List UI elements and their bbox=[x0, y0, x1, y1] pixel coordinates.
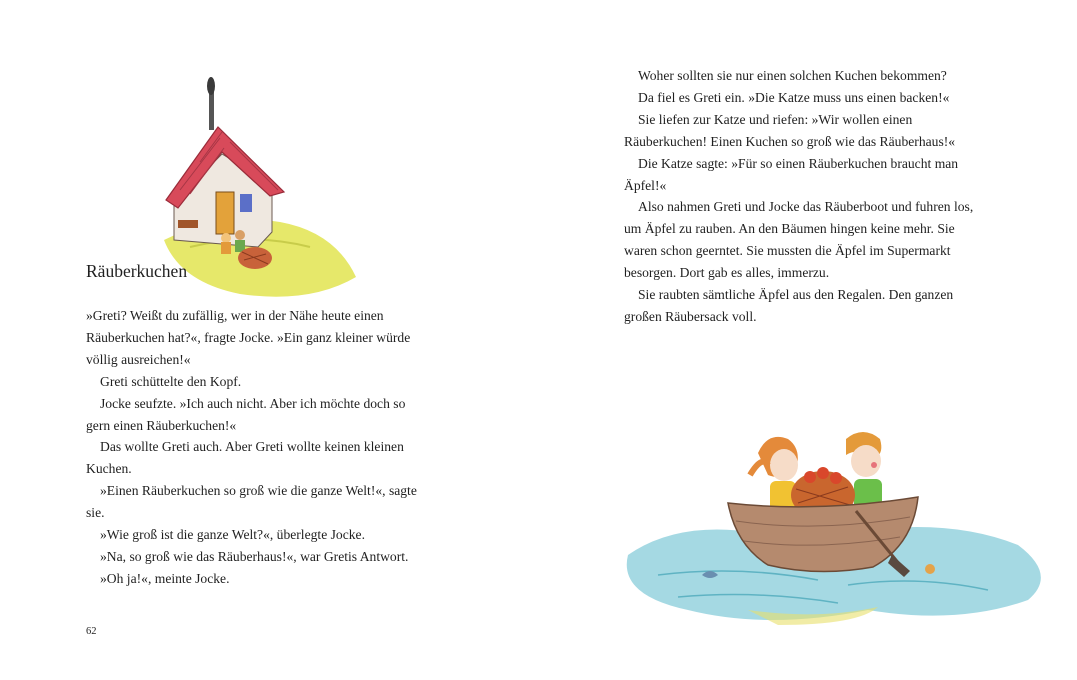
right-page bbox=[538, 0, 1077, 680]
paragraph: »Na, so groß wie das Räuberhaus!«, war Gretis Antwort. bbox=[100, 548, 409, 564]
chapter-title: Räuberkuchen bbox=[86, 261, 188, 281]
paragraph: Jocke seufzte. »Ich auch nicht. Aber ich möchte doch so gern einen Räuberkuchen!« bbox=[86, 395, 406, 433]
paragraph: Die Katze sagte: »Für so einen Räuberkuchen braucht man Äpfel!« bbox=[624, 155, 959, 193]
paragraph: »Einen Räuberkuchen so groß wie die ganze Welt!«, sagte sie. bbox=[86, 483, 417, 521]
paragraph: Sie raubten sämtliche Äpfel aus den Regalen. Den ganzen großen Räubersack voll. bbox=[624, 287, 954, 324]
paragraph: Greti schüttelte den Kopf. bbox=[100, 373, 242, 389]
paragraph: Also nahmen Greti und Jocke das Räuberboot und fuhren los, um Äpfel zu rauben. An den Bäumen hingen keine mehr. Sie waren schon geerntet. Sie mussten die Äpfel im Supermarkt besorgen. Dort gab es alles, immerzu. bbox=[624, 199, 974, 281]
paragraph: Sie liefen zur Katze und riefen: »Wir wollen einen Räuberkuchen! Einen Kuchen so groß wie das Räuberhaus!« bbox=[624, 111, 956, 149]
paragraph: Das wollte Greti auch. Aber Greti wollte keinen kleinen Kuchen. bbox=[86, 439, 404, 477]
left-page bbox=[0, 0, 538, 680]
right-body-text bbox=[624, 65, 986, 328]
paragraph: Woher sollten sie nur einen solchen Kuchen bekommen? bbox=[638, 68, 947, 83]
page-number: 62 bbox=[86, 626, 97, 637]
paragraph: »Greti? Weißt du zufällig, wer in der Nähe heute einen Räuberkuchen hat?«, fragte Jocke. »Ein ganz kleiner würde völlig ausreichen!« bbox=[86, 308, 411, 367]
paragraph: »Wie groß ist die ganze Welt?«, überlegte Jocke. bbox=[100, 527, 365, 543]
paragraph: »Oh ja!«, meinte Jocke. bbox=[100, 570, 230, 586]
left-body-text bbox=[86, 305, 431, 590]
paragraph: Da fiel es Greti ein. »Die Katze muss uns einen backen!« bbox=[638, 89, 950, 105]
robber-house-illustration bbox=[160, 72, 360, 300]
children-rowing-boat-illustration bbox=[618, 425, 1063, 635]
